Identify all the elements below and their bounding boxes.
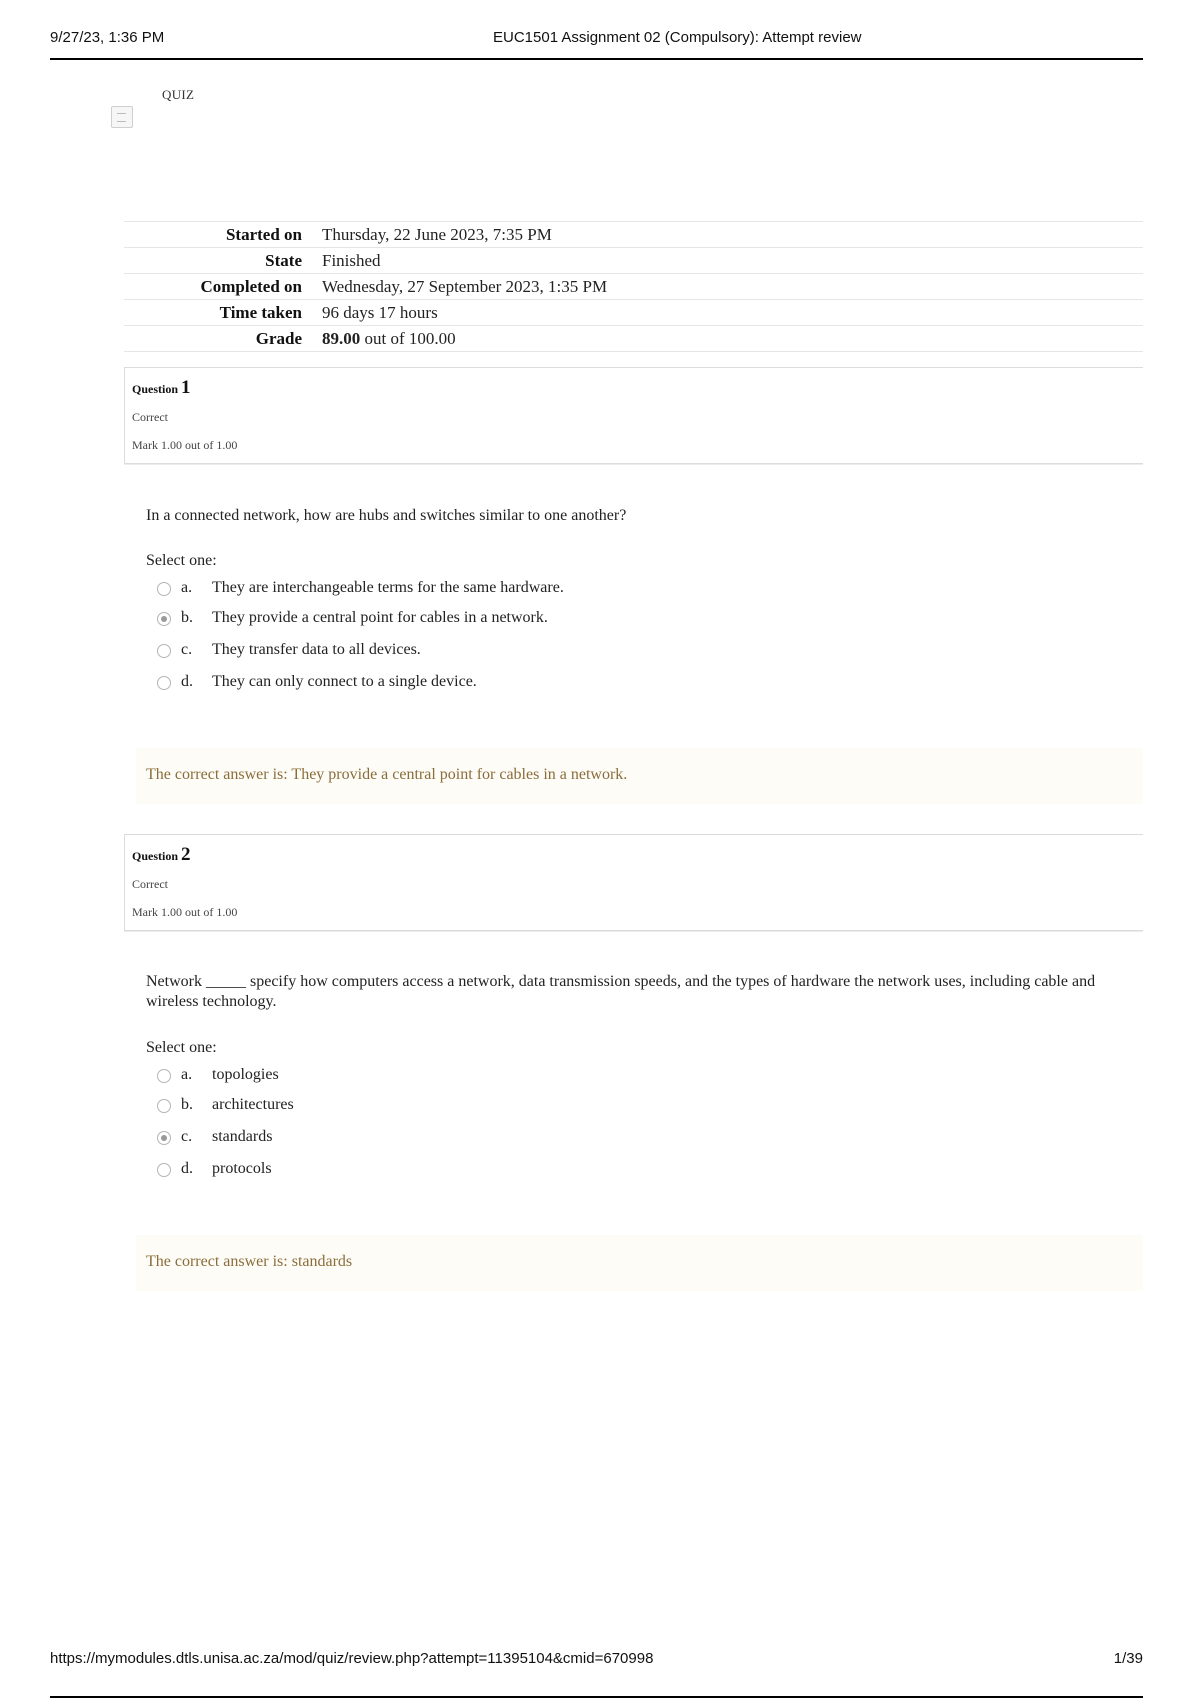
summary-label: Time taken <box>124 300 322 326</box>
breadcrumb[interactable]: QUIZ <box>162 87 195 102</box>
option-letter: b. <box>181 1096 193 1113</box>
radio-button[interactable] <box>157 1163 171 1177</box>
quiz-icon <box>111 106 133 128</box>
summary-label: Started on <box>124 222 322 248</box>
summary-label: State <box>124 248 322 274</box>
feedback-text: The correct answer is: They provide a central point for cables in a network. <box>146 766 628 783</box>
radio-button-selected[interactable] <box>157 612 171 626</box>
question-info-1 <box>124 367 1143 464</box>
option-letter: c. <box>181 641 193 658</box>
question-label: Question <box>132 849 179 863</box>
question-state: Correct <box>132 877 168 891</box>
select-one-label: Select one: <box>146 552 217 569</box>
option-letter: c. <box>181 1128 193 1145</box>
question-number-value: 1 <box>181 377 191 398</box>
option-text: They transfer data to all devices. <box>212 641 421 658</box>
summary-row-time-taken <box>124 300 1143 326</box>
question-number <box>132 844 191 866</box>
radio-button[interactable] <box>157 1069 171 1083</box>
grade-score: 89.00 <box>322 328 361 348</box>
option-text: They provide a central point for cables in a network. <box>212 609 548 626</box>
feedback-text: The correct answer is: standards <box>146 1253 353 1270</box>
option-letter: d. <box>181 673 193 690</box>
print-header <box>50 26 1143 60</box>
option-text: protocols <box>212 1160 272 1177</box>
option-text: They can only connect to a single device. <box>212 673 477 690</box>
option-letter: b. <box>181 609 193 626</box>
summary-value: Thursday, 22 June 2023, 7:35 PM <box>322 222 1143 248</box>
option-text: architectures <box>212 1096 294 1113</box>
question-number-value: 2 <box>181 844 191 865</box>
page-number: 1/39 <box>1113 1650 1143 1667</box>
attempt-summary-table <box>124 221 1143 352</box>
summary-value <box>322 326 1143 352</box>
summary-value: 96 days 17 hours <box>322 300 1143 326</box>
option-text: topologies <box>212 1066 279 1083</box>
page-title: EUC1501 Assignment 02 (Compulsory): Attempt review <box>493 29 862 46</box>
summary-row-grade <box>124 326 1143 352</box>
summary-row-started <box>124 222 1143 248</box>
correct-answer-feedback-2 <box>136 1235 1143 1291</box>
question-state: Correct <box>132 410 168 424</box>
option-letter: a. <box>181 579 193 596</box>
radio-button-selected[interactable] <box>157 1131 171 1145</box>
summary-value: Finished <box>322 248 1143 274</box>
radio-button[interactable] <box>157 644 171 658</box>
summary-value: Wednesday, 27 September 2023, 1:35 PM <box>322 274 1143 300</box>
page-url: https://mymodules.dtls.unisa.ac.za/mod/quiz/review.php?attempt=11395104&cmid=670998 <box>50 1650 654 1667</box>
question-number <box>132 377 191 399</box>
select-one-label: Select one: <box>146 1039 217 1056</box>
question-mark: Mark 1.00 out of 1.00 <box>132 905 238 919</box>
radio-button[interactable] <box>157 676 171 690</box>
summary-label: Completed on <box>124 274 322 300</box>
option-letter: d. <box>181 1160 193 1177</box>
summary-row-completed <box>124 274 1143 300</box>
question-info-2 <box>124 834 1143 931</box>
option-letter: a. <box>181 1066 193 1083</box>
summary-row-state <box>124 248 1143 274</box>
question-text-2: Network _____ specify how computers access a network, data transmission speeds, and the types of hardware the network uses, including cable and wireless technology. <box>146 973 1096 1010</box>
radio-button[interactable] <box>157 582 171 596</box>
summary-label: Grade <box>124 326 322 352</box>
option-text: standards <box>212 1128 273 1145</box>
grade-out-of: out of 100.00 <box>364 328 456 348</box>
option-text: They are interchangeable terms for the same hardware. <box>212 579 564 596</box>
radio-button[interactable] <box>157 1099 171 1113</box>
print-footer <box>50 1646 1143 1698</box>
print-date: 9/27/23, 1:36 PM <box>50 29 165 46</box>
correct-answer-feedback-1 <box>136 748 1143 804</box>
question-label: Question <box>132 382 179 396</box>
question-mark: Mark 1.00 out of 1.00 <box>132 438 238 452</box>
question-text-1: In a connected network, how are hubs and switches similar to one another? <box>146 507 627 524</box>
